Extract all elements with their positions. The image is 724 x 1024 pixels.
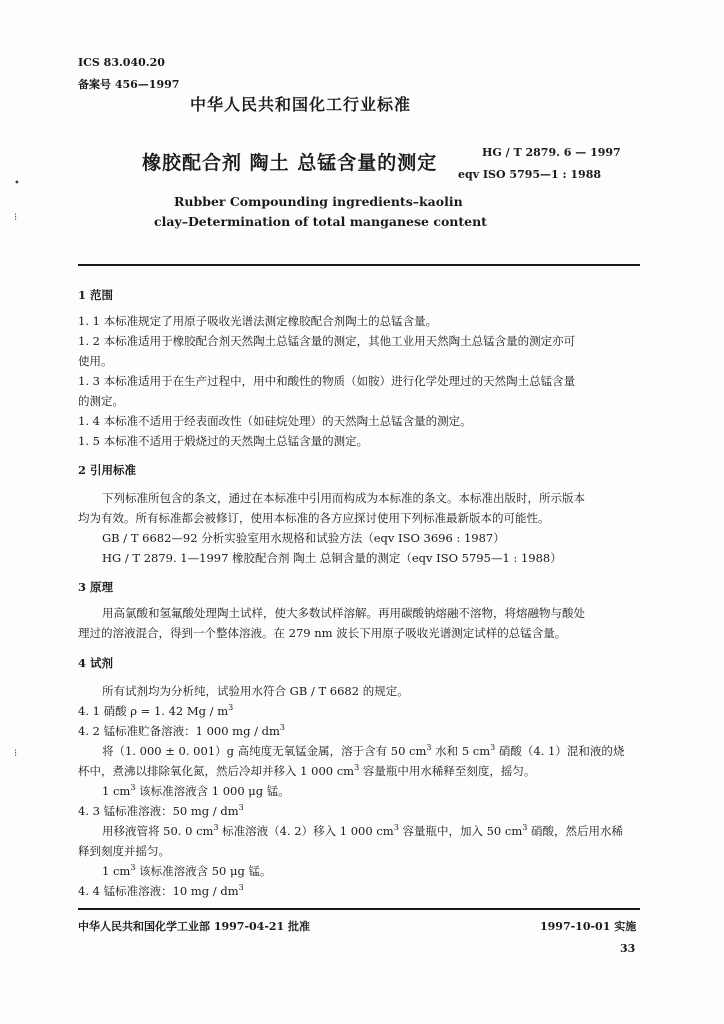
- standard-type-heading: 中华人民共和国化工行业标准: [190, 95, 412, 114]
- reference-hg-2879-1: HG / T 2879. 1—1997 橡胶配合剂 陶土 总铜含量的测定（eqv ISO 5795—1 : 1988）: [102, 551, 562, 565]
- text-run: 容量瓶中，加入 50 cm: [398, 824, 523, 838]
- clause-1-4: 1. 4 本标准不适用于经表面改性（如硅烷处理）的天然陶土总锰含量的测定。: [78, 414, 472, 428]
- superscript: 3: [238, 803, 244, 813]
- text-run: 1 cm: [102, 784, 131, 798]
- section-3-para-line2: 理过的溶液混合，得到一个整体溶液。在 279 nm 波长下用原子吸收光谱测定试样的总锰含量。: [78, 626, 567, 640]
- clause-4-2-para-line2: [78, 763, 535, 779]
- footer-rule: [78, 908, 640, 910]
- clause-4-3: [78, 803, 244, 819]
- title-english-line2: clay–Determination of total manganese content: [154, 214, 487, 229]
- superscript: 3: [238, 883, 244, 893]
- superscript: 3: [130, 783, 136, 793]
- standard-code: HG / T 2879. 6 — 1997: [482, 146, 621, 159]
- clause-1-3-line2: 的测定。: [78, 394, 124, 408]
- section-4-intro: 所有试剂均为分析纯，试验用水符合 GB / T 6682 的规定。: [102, 684, 409, 698]
- section-2-para-line2: 均为有效。所有标准都会被修订，使用本标准的各方应探讨使用下列标准最新版本的可能性。: [78, 511, 550, 525]
- superscript: 3: [426, 743, 432, 753]
- title-chinese: 橡胶配合剂 陶土 总锰含量的测定: [142, 152, 438, 174]
- section-2-para-line1: 下列标准所包含的条文，通过在本标准中引用而构成为本标准的条文。本标准出版时，所示版本: [102, 491, 585, 505]
- clause-1-2-line1: 1. 2 本标准适用于橡胶配合剂天然陶土总锰含量的测定，其他工业用天然陶土总锰含量的测定亦可: [78, 334, 576, 348]
- scan-speck: •: [14, 178, 20, 189]
- text-run: 该标准溶液含 50 μg 锰。: [135, 864, 272, 878]
- title-english-line1: Rubber Compounding ingredients–kaolin: [174, 194, 463, 209]
- ics-code: ICS 83.040.20: [78, 56, 165, 69]
- clause-1-5: 1. 5 本标准不适用于煅烧过的天然陶土总锰含量的测定。: [78, 434, 369, 448]
- superscript: 3: [490, 743, 496, 753]
- clause-4-3-para-line3: [102, 863, 272, 879]
- clause-4-2-para-line3: [102, 783, 290, 799]
- clause-1-2-line2: 使用。: [78, 354, 113, 368]
- section-1-heading: 1 范围: [78, 288, 114, 302]
- superscript: 3: [522, 823, 528, 833]
- text-run: 硝酸（4. 1）混和液的烧: [495, 744, 625, 758]
- text-run: 标准溶液（4. 2）移入 1 000 cm: [218, 824, 394, 838]
- clause-4-3-para-line2: 释到刻度并摇匀。: [78, 844, 170, 858]
- scan-speck: ⁝: [14, 212, 18, 223]
- clause-4-2: [78, 723, 285, 739]
- approval-line: 中华人民共和国化学工业部 1997-04-21 批准: [78, 920, 311, 933]
- scan-speck: ⁝: [14, 748, 18, 759]
- superscript: 3: [393, 823, 399, 833]
- superscript: 3: [228, 703, 234, 713]
- implementation-date: 1997-10-01 实施: [540, 920, 637, 933]
- clause-4-2-para-line1: [102, 743, 624, 759]
- text-run: 水和 5 cm: [431, 744, 491, 758]
- clause-1-3-line1: 1. 3 本标准适用于在生产过程中，用中和酸性的物质（如胺）进行化学处理过的天然陶土总锰含量: [78, 374, 576, 388]
- text-run: 将（1. 000 ± 0. 001）g 高纯度无氧锰金属，溶于含有 50 cm: [102, 744, 427, 758]
- clause-4-1: [78, 703, 233, 719]
- record-number: 备案号 456—1997: [78, 78, 180, 91]
- text-run: 容量瓶中用水稀释至刻度，摇匀。: [359, 764, 536, 778]
- text-run: 硝酸，然后用水稀: [527, 824, 623, 838]
- section-2-heading: 2 引用标准: [78, 463, 137, 477]
- clause-4-1-text: 4. 1 硝酸 ρ = 1. 42 Mg / m: [78, 704, 229, 718]
- clause-4-4-text: 4. 4 锰标准溶液：10 mg / dm: [78, 884, 239, 898]
- clause-4-3-text: 4. 3 锰标准溶液：50 mg / dm: [78, 804, 239, 818]
- clause-1-1: 1. 1 本标准规定了用原子吸收光谱法测定橡胶配合剂陶土的总锰含量。: [78, 314, 438, 328]
- reference-gb-6682: GB / T 6682—92 分析实验室用水规格和试验方法（eqv ISO 3696 : 1987）: [102, 531, 505, 545]
- page-number: 33: [620, 942, 636, 955]
- text-run: 1 cm: [102, 864, 131, 878]
- superscript: 3: [279, 723, 285, 733]
- clause-4-4: [78, 883, 244, 899]
- text-run: 用移液管将 50. 0 cm: [102, 824, 214, 838]
- section-3-heading: 3 原理: [78, 580, 114, 594]
- superscript: 3: [130, 863, 136, 873]
- equivalent-standard: eqv ISO 5795—1 : 1988: [458, 168, 602, 181]
- clause-4-3-para-line1: [102, 823, 623, 839]
- superscript: 3: [213, 823, 219, 833]
- text-run: 杯中，煮沸以排除氧化氮，然后冷却并移入 1 000 cm: [78, 764, 355, 778]
- superscript: 3: [354, 763, 360, 773]
- text-run: 该标准溶液含 1 000 μg 锰。: [135, 784, 290, 798]
- section-3-para-line1: 用高氯酸和氢氟酸处理陶土试样，使大多数试样溶解。再用碳酸钠熔融不溶物，将熔融物与酸处: [102, 606, 585, 620]
- clause-4-2-text: 4. 2 锰标准贮备溶液：1 000 mg / dm: [78, 724, 280, 738]
- top-rule: [78, 264, 640, 266]
- section-4-heading: 4 试剂: [78, 656, 114, 670]
